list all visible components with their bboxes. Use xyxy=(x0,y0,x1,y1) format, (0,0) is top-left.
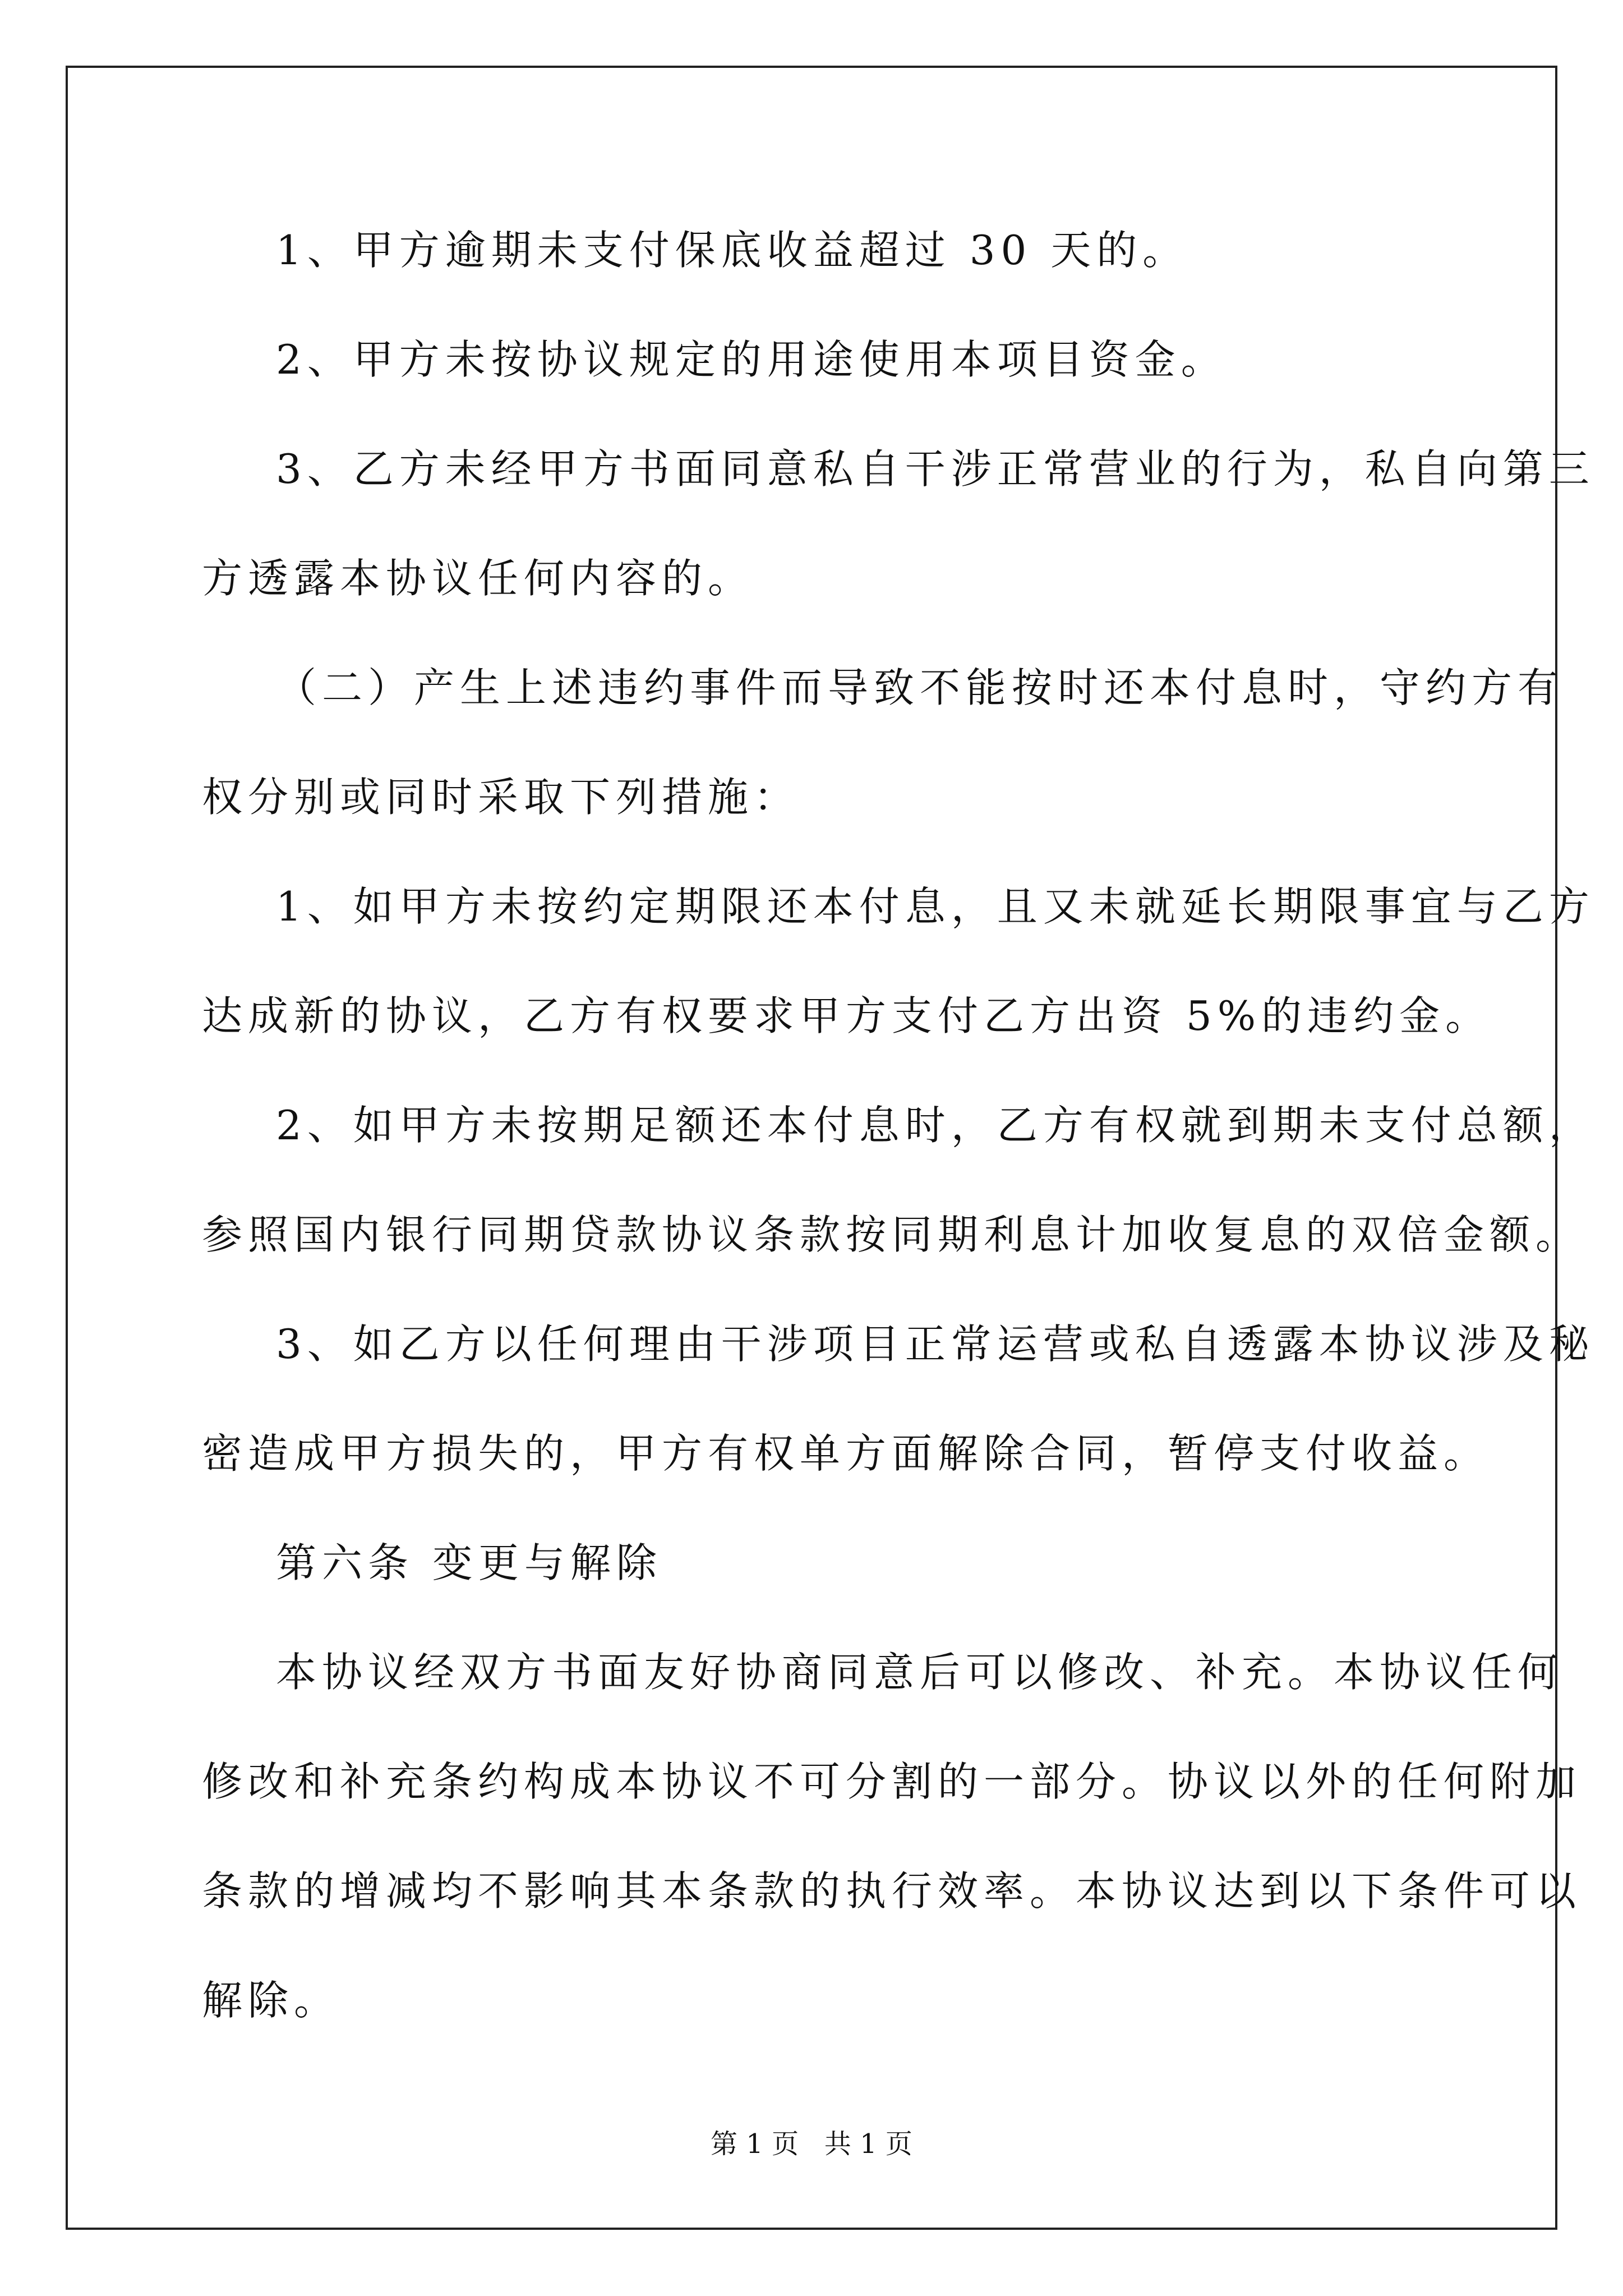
paragraph-line: 参照国内银行同期贷款协议条款按同期利息计加收复息的双倍金额。 xyxy=(202,1211,1582,1258)
paragraph-line: 3、乙方未经甲方书面同意私自干涉正常营业的行为，私自向第三 xyxy=(276,445,1595,493)
paragraph-line: 1、甲方逾期未支付保底收益超过 30 天的。 xyxy=(276,227,1189,274)
paragraph-line: 权分别或同时采取下列措施： xyxy=(202,774,800,821)
paragraph-line: 达成新的协议，乙方有权要求甲方支付乙方出资 5%的违约金。 xyxy=(202,992,1492,1039)
paragraph-line: 条款的增减均不影响其本条款的执行效率。本协议达到以下条件可以 xyxy=(202,1867,1582,1915)
paragraph-line: 密造成甲方损失的，甲方有权单方面解除合同，暂停支付收益。 xyxy=(202,1430,1490,1477)
paragraph-line: 3、如乙方以任何理由干涉项目正常运营或私自透露本协议涉及秘 xyxy=(276,1320,1595,1368)
paragraph-line: 2、甲方未按协议规定的用途使用本项目资金。 xyxy=(276,336,1227,383)
paragraph-line: （二）产生上述违约事件而导致不能按时还本付息时，守约方有 xyxy=(276,664,1564,711)
section-heading: 第六条 变更与解除 xyxy=(276,1539,662,1586)
paragraph-line: 本协议经双方书面友好协商同意后可以修改、补充。本协议任何 xyxy=(276,1649,1564,1696)
paragraph-line: 修改和补充条约构成本协议不可分割的一部分。协议以外的任何附加 xyxy=(202,1758,1582,1805)
paragraph-line: 方透露本协议任何内容的。 xyxy=(202,555,754,602)
paragraph-line: 1、如甲方未按约定期限还本付息，且又未就延长期限事宜与乙方 xyxy=(276,883,1595,930)
page-number-footer: 第 1 页 共 1 页 xyxy=(711,2128,912,2160)
paragraph-line: 解除。 xyxy=(202,1977,340,2024)
paragraph-line: 2、如甲方未按期足额还本付息时，乙方有权就到期未支付总额， xyxy=(276,1102,1595,1149)
